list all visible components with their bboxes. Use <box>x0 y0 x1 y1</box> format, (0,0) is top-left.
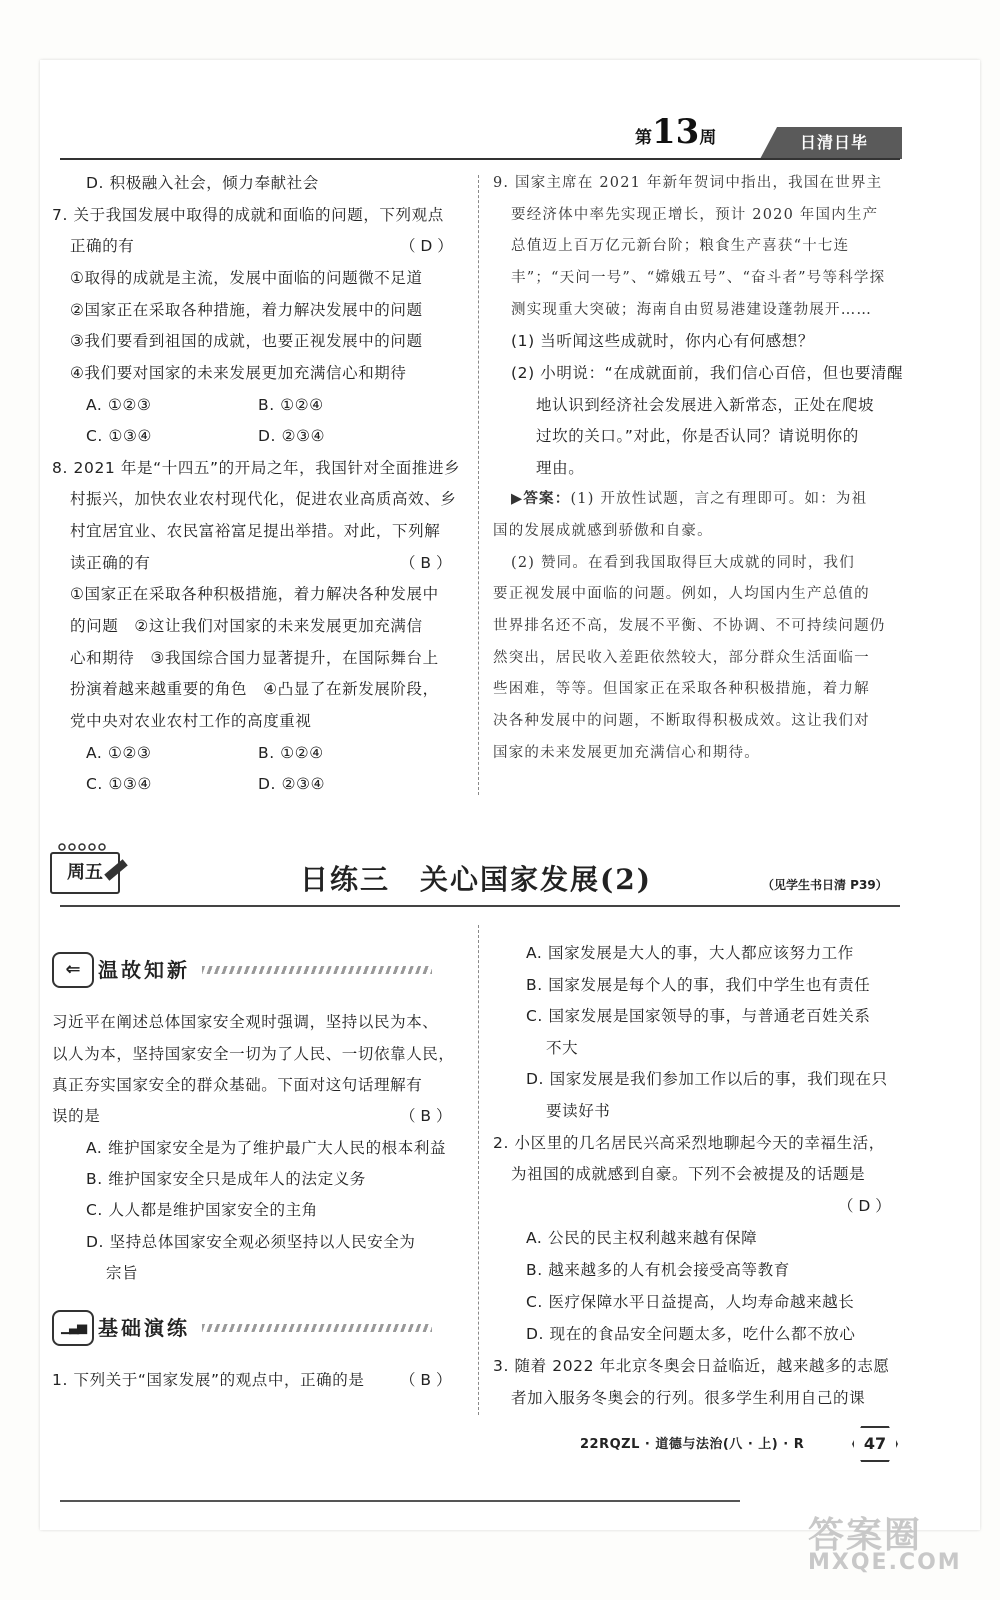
q2-option: A. 公民的民主权利越来越有保障 <box>526 1229 758 1247</box>
q2-stem: 为祖国的成就感到自豪。下列不会被提及的话题是 <box>511 1165 866 1183</box>
answer-line: 国的发展成就感到骄傲和自豪。 <box>493 523 713 539</box>
review-arrow-icon: ⇐ <box>52 952 94 988</box>
review-option: A. 维护国家安全是为了维护最广大人民的根本利益 <box>86 1139 447 1157</box>
q2-option: D. 现在的食品安全问题太多，吃什么都不放心 <box>526 1325 856 1343</box>
answer-line: 世界排名还不高，发展不平衡、不协调、不可持续问题仍 <box>493 618 886 634</box>
column-divider <box>478 175 479 795</box>
basic-heading <box>52 1308 382 1346</box>
review-heading-text: 温故知新 <box>98 958 190 982</box>
review-option: 宗旨 <box>106 1264 139 1282</box>
day-badge: 周五 <box>50 852 120 894</box>
q7-statement: ②国家正在采取各种措施，着力解决发展中的问题 <box>70 301 423 319</box>
q1-option: D. 国家发展是我们参加工作以后的事，我们现在只 <box>526 1070 888 1088</box>
review-stem: 真正夯实国家安全的群众基础。下面对这句话理解有 <box>52 1076 423 1094</box>
q8-statement: 党中央对农业农村工作的高度重视 <box>70 712 312 730</box>
q1-option: A. 国家发展是大人的事，大人都应该努力工作 <box>526 944 854 962</box>
q8-statement: 扮演着越来越重要的角色 ④凸显了在新发展阶段， <box>70 680 439 698</box>
q7-statement: ③我们要看到祖国的成就，也要正视发展中的问题 <box>70 332 423 350</box>
q6-option-d: D. 积极融入社会，倾力奉献社会 <box>86 174 319 192</box>
review-heading <box>52 950 382 988</box>
review-answer: （ B ） <box>400 1107 452 1125</box>
q8-option: C. ①③④ <box>86 775 152 793</box>
page-number: 47 <box>863 1434 887 1453</box>
q7-option: A. ①②③ <box>86 396 152 414</box>
q2-option: C. 医疗保障水平日益提高，人均寿命越来越长 <box>526 1293 855 1311</box>
q8-answer: （ B ） <box>400 554 452 572</box>
q8-option: A. ①②③ <box>86 744 152 762</box>
answer-line: 些困难，等等。但国家正在采取各种积极措施，着力解 <box>493 681 870 697</box>
review-stem: 误的是 <box>52 1107 101 1125</box>
q2-answer: （ D ） <box>838 1197 891 1215</box>
q1-option: B. 国家发展是每个人的事，我们中学生也有责任 <box>526 976 871 994</box>
q7-stem: 7. 关于我国发展中取得的成就和面临的问题，下列观点 <box>52 206 444 224</box>
q1-option: 不大 <box>546 1039 579 1057</box>
basic-q1-stem: 1. 下列关于“国家发展”的观点中，正确的是 <box>52 1371 365 1389</box>
heading-hatch <box>202 966 432 974</box>
q8-option: D. ②③④ <box>258 775 326 793</box>
q9-sub-question: 理由。 <box>536 459 585 477</box>
q3-stem: 者加入服务冬奥会的行列。很多学生利用自己的课 <box>511 1389 866 1407</box>
section-rule <box>60 905 900 907</box>
q1-option: 要读好书 <box>546 1102 611 1120</box>
q8-stem: 8. 2021 年是“十四五”的开局之年，我国针对全面推进乡 <box>52 459 461 477</box>
q7-statement: ④我们要对国家的未来发展更加充满信心和期待 <box>70 364 407 382</box>
q7-answer: （ D ） <box>400 237 453 255</box>
q2-stem: 2. 小区里的几名居民兴高采烈地聊起今天的幸福生活， <box>493 1134 885 1152</box>
review-stem: 习近平在阐述总体国家安全观时强调，坚持以民为本、 <box>52 1013 439 1031</box>
q9-stem: 9. 国家主席在 2021 年新年贺词中指出，我国在世界主 <box>493 175 883 191</box>
header-rule <box>60 158 900 160</box>
answer-line: 要正视发展中面临的问题。例如，人均国内生产总值的 <box>493 586 870 602</box>
q1-option: C. 国家发展是国家领导的事，与普通老百姓关系 <box>526 1007 871 1025</box>
review-option: D. 坚持总体国家安全观必须坚持以人民安全为 <box>86 1233 416 1251</box>
q9-sub-question: (2) 小明说：“在成就面前，我们信心百倍，但也要清醒 <box>511 364 904 382</box>
q2-option: B. 越来越多的人有机会接受高等教育 <box>526 1261 790 1279</box>
week-suffix: 周 <box>699 128 717 148</box>
answer-line: (2) 赞同。在看到我国取得巨大成就的同时，我们 <box>511 555 855 571</box>
q7-stem: 正确的有 <box>70 237 135 255</box>
week-label <box>635 112 716 152</box>
week-prefix: 第 <box>635 128 652 148</box>
q7-statement: ①取得的成就是主流，发展中面临的问题微不足道 <box>70 269 423 287</box>
q9-sub-question: 地认识到经济社会发展进入新常态，正处在爬坡 <box>536 396 875 414</box>
answer-line: 然突出，居民收入差距依然较大，部分群众生活面临一 <box>493 650 870 666</box>
q3-stem: 3. 随着 2022 年北京冬奥会日益临近，越来越多的志愿 <box>493 1357 890 1375</box>
q8-stem: 读正确的有 <box>70 554 151 572</box>
section-reference: （见学生书日清 P39） <box>762 878 888 892</box>
q7-option: B. ①②④ <box>258 396 324 414</box>
section-title: 日练三 关心国家发展(2) <box>300 863 652 896</box>
q9-stem: 测实现重大突破；海南自由贸易港建设蓬勃展开…… <box>511 302 873 318</box>
q9-stem: 总值迈上百万亿元新台阶；粮食生产喜获“十七连 <box>511 238 850 254</box>
q9-stem: 要经济体中率先实现正增长，预计 2020 年国内生产 <box>511 207 879 223</box>
review-option: B. 维护国家安全只是成年人的法定义务 <box>86 1170 366 1188</box>
footer-book-code: 22RQZL · 道德与法治(八 · 上) · R <box>580 1437 805 1452</box>
heading-hatch <box>202 1324 432 1332</box>
q8-stem: 村振兴，加快农业农村现代化，促进农业高质高效、乡 <box>70 490 457 508</box>
review-option: C. 人人都是维护国家安全的主角 <box>86 1201 318 1219</box>
week-number: 13 <box>652 112 700 152</box>
q9-stem: 丰”；“天问一号”、“嫦娥五号”、“奋斗者”号等科学探 <box>511 270 886 286</box>
header-ribbon-text: 日清日毕 <box>799 133 868 152</box>
watermark-url: MXQE.COM <box>808 1550 962 1575</box>
q8-statement: 的问题 ②这让我们对国家的未来发展更加充满信 <box>70 617 423 635</box>
q7-option: C. ①③④ <box>86 427 152 445</box>
basic-heading-text: 基础演练 <box>98 1316 190 1340</box>
q9-sub-question: (1) 当听闻这些成就时，你内心有何感想？ <box>511 332 814 350</box>
q9-sub-question: 过坎的关口。”对此，你是否认同？请说明你的 <box>536 427 859 445</box>
answer-line: 决各种发展中的问题，不断取得积极成效。这让我们对 <box>493 713 870 729</box>
q8-statement: 心和期待 ③我国综合国力显著提升，在国际舞台上 <box>70 649 439 667</box>
bar-chart-icon: ▁▃▅ <box>52 1310 94 1346</box>
answer-label: ▶答案： <box>511 490 571 507</box>
watermark: 答案圈 <box>808 1515 923 1556</box>
footer-rule <box>60 1500 740 1502</box>
binder-rings-icon <box>56 843 112 851</box>
answer-line: ▶答案：(1) 开放性试题，言之有理即可。如：为祖 <box>511 490 868 507</box>
basic-q1-answer: （ B ） <box>400 1371 452 1389</box>
q8-stem: 村宜居宜业、农民富裕富足提出举措。对此，下列解 <box>70 522 441 540</box>
q8-option: B. ①②④ <box>258 744 324 762</box>
review-stem: 以人为本，坚持国家安全一切为了人民、一切依靠人民， <box>52 1045 455 1063</box>
answer-line: 国家的未来发展更加充满信心和期待。 <box>493 745 760 761</box>
q7-option: D. ②③④ <box>258 427 326 445</box>
q8-statement: ①国家正在采取各种积极措施，着力解决各种发展中 <box>70 585 439 603</box>
column-divider <box>478 925 479 1415</box>
